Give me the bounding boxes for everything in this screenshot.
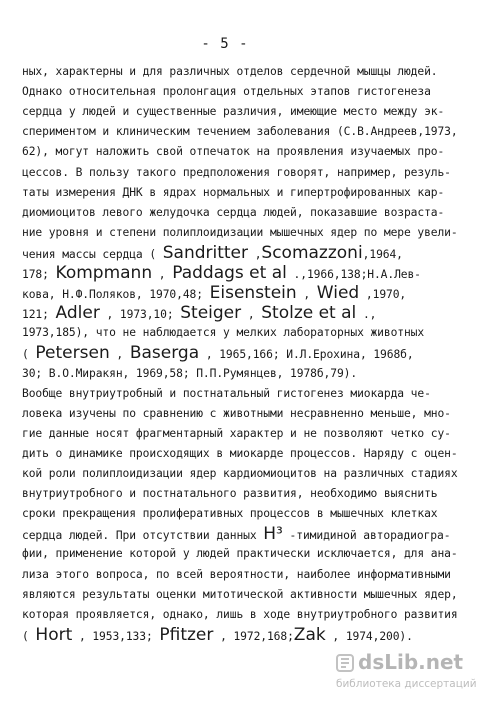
text-segment: , 1974,200).	[325, 629, 413, 643]
text-segment: Однако относительная пролонгация отдельных этапов гистогенеза	[22, 85, 431, 99]
text-segment: ных, характерны и для различных отделов сердечной мышцы людей.	[22, 65, 438, 78]
text-segment: ,	[248, 247, 262, 261]
text-segment: 30; В.О.Миракян, 1969,58; П.П.Румянцев, 1978б,79).	[22, 366, 358, 380]
text-segment: сроки прекращения пролиферативных процессов в мышечных клетках	[22, 507, 438, 521]
author-name: Pfitzer	[159, 624, 214, 645]
text-line	[22, 424, 451, 444]
text-line	[22, 223, 458, 243]
author-name: Wied	[316, 283, 360, 304]
text-segment: фии, применение которой у людей практически исключается, для ана-	[22, 547, 458, 561]
dslib-logo-icon	[336, 654, 354, 672]
text-segment: дить о динамике происходящих в миокарде процессов. Наряду с оцен-	[22, 446, 458, 460]
text-segment: 178;	[22, 268, 56, 281]
text-line	[22, 384, 431, 404]
author-name: Scomazzoni	[261, 242, 363, 263]
text-line	[22, 444, 458, 464]
author-name: Adler	[55, 303, 100, 324]
text-segment: (	[22, 348, 36, 362]
author-name: H³	[263, 524, 283, 545]
text-line	[22, 565, 451, 585]
text-line	[22, 82, 431, 102]
text-segment: ,	[296, 288, 317, 302]
text-segment: ,	[241, 308, 262, 322]
text-line	[22, 364, 357, 384]
text-segment: ,	[109, 348, 130, 362]
text-segment: Вообще внутриутробный и постнатальный гистогенез миокарда че-	[22, 386, 431, 400]
text-segment: диомиоцитов левого желудочка сердца людей, показавшие возраста-	[22, 205, 445, 219]
text-line	[22, 102, 444, 122]
text-line	[22, 404, 451, 424]
text-segment: внутриутробного и постнатального развития, необходимо выяснить	[22, 487, 438, 501]
text-line	[22, 163, 451, 183]
text-line	[22, 203, 444, 223]
author-name: Eisenstein	[209, 283, 297, 304]
text-line	[22, 122, 458, 142]
text-segment: .,	[356, 308, 377, 322]
watermark-logo: dsLib.net	[358, 650, 464, 674]
page-number: - 5 -	[201, 36, 249, 52]
text-segment: ,1964,	[362, 247, 403, 261]
text-segment: сердца у людей и существенные различия, имеющие место между эк-	[22, 105, 445, 119]
text-segment: которая проявляется, однако, лишь в ходе внутриутробного развития	[22, 607, 458, 621]
text-segment: чения массы сердца (	[22, 247, 163, 261]
text-segment: цессов. В пользу такого предположения говорят, например, резуль-	[22, 165, 451, 179]
text-line	[22, 625, 413, 647]
text-line	[22, 263, 421, 285]
text-segment: ловека изучены по сравнению с животными несравненно меньше, мно-	[22, 406, 451, 420]
text-line	[22, 303, 376, 325]
author-name: Sandritter	[162, 242, 248, 263]
text-line	[22, 243, 403, 265]
author-name: Zak	[293, 624, 326, 645]
author-name: Steiger	[180, 303, 242, 324]
text-segment: 62), могут наложить свой отпечаток на проявления изучаемых про-	[22, 145, 445, 159]
text-line	[22, 323, 424, 343]
text-segment: гие данные носят фрагментарный характер и не позволяют четко су-	[22, 426, 451, 440]
text-segment: кова, Н.Ф.Поляков, 1970,48;	[22, 288, 210, 302]
text-line	[22, 524, 450, 546]
text-line	[22, 62, 437, 82]
text-line	[22, 544, 458, 564]
text-segment: являются результаты оценки митотической активности мышечных ядер,	[22, 587, 458, 601]
author-name: Paddags et al	[172, 263, 287, 283]
text-segment: , 1972,168;	[213, 629, 294, 643]
text-line	[22, 142, 444, 162]
text-segment: -тимидиной авторадиогра-	[282, 529, 451, 543]
author-name: Stolze et al	[261, 303, 357, 324]
text-segment: таты измерения ДНК в ядрах нормальных и гипертрофированных кар-	[22, 185, 445, 199]
text-segment: ,1970,	[359, 288, 407, 302]
text-segment: ние уровня и степени полиплоидизации мышечных ядер по мере увели-	[22, 225, 458, 239]
text-line	[22, 605, 458, 625]
watermark	[336, 650, 477, 698]
text-segment: кой роли полиплоидизации ядер кардиомиоцитов на различных стадиях	[22, 467, 458, 480]
text-line	[22, 585, 458, 605]
text-line	[22, 484, 437, 504]
text-segment: 121;	[22, 308, 56, 322]
author-name: Hort	[35, 624, 73, 645]
author-name: Baserga	[129, 343, 200, 364]
text-segment: ,	[152, 268, 173, 281]
text-segment: 1973,185), что не наблюдается у мелких лабораторных животных	[22, 326, 425, 340]
text-segment: , 1965,166; И.Л.Ерохина, 1968б,	[199, 348, 414, 362]
author-name: Kompmann	[55, 263, 153, 283]
text-segment: .,1966,138;Н.А.Лев-	[286, 268, 421, 281]
text-line	[22, 464, 458, 484]
text-line	[22, 343, 414, 365]
watermark-subtitle: библиотека диссертаций	[336, 678, 477, 690]
text-segment: спериментом и клиническим течением заболевания (С.В.Андреев,1973,	[22, 125, 458, 139]
text-segment: , 1973,10;	[99, 308, 181, 322]
text-line	[22, 504, 437, 524]
text-segment: (	[22, 629, 36, 643]
text-segment: сердца людей. При отсутствии данных	[22, 529, 264, 543]
text-segment: , 1953,133;	[72, 629, 160, 643]
author-name: Petersen	[35, 343, 110, 364]
text-segment: лиза этого вопроса, по всей вероятности, наиболее информативными	[22, 567, 451, 581]
text-line	[22, 283, 406, 305]
text-line	[22, 183, 444, 203]
